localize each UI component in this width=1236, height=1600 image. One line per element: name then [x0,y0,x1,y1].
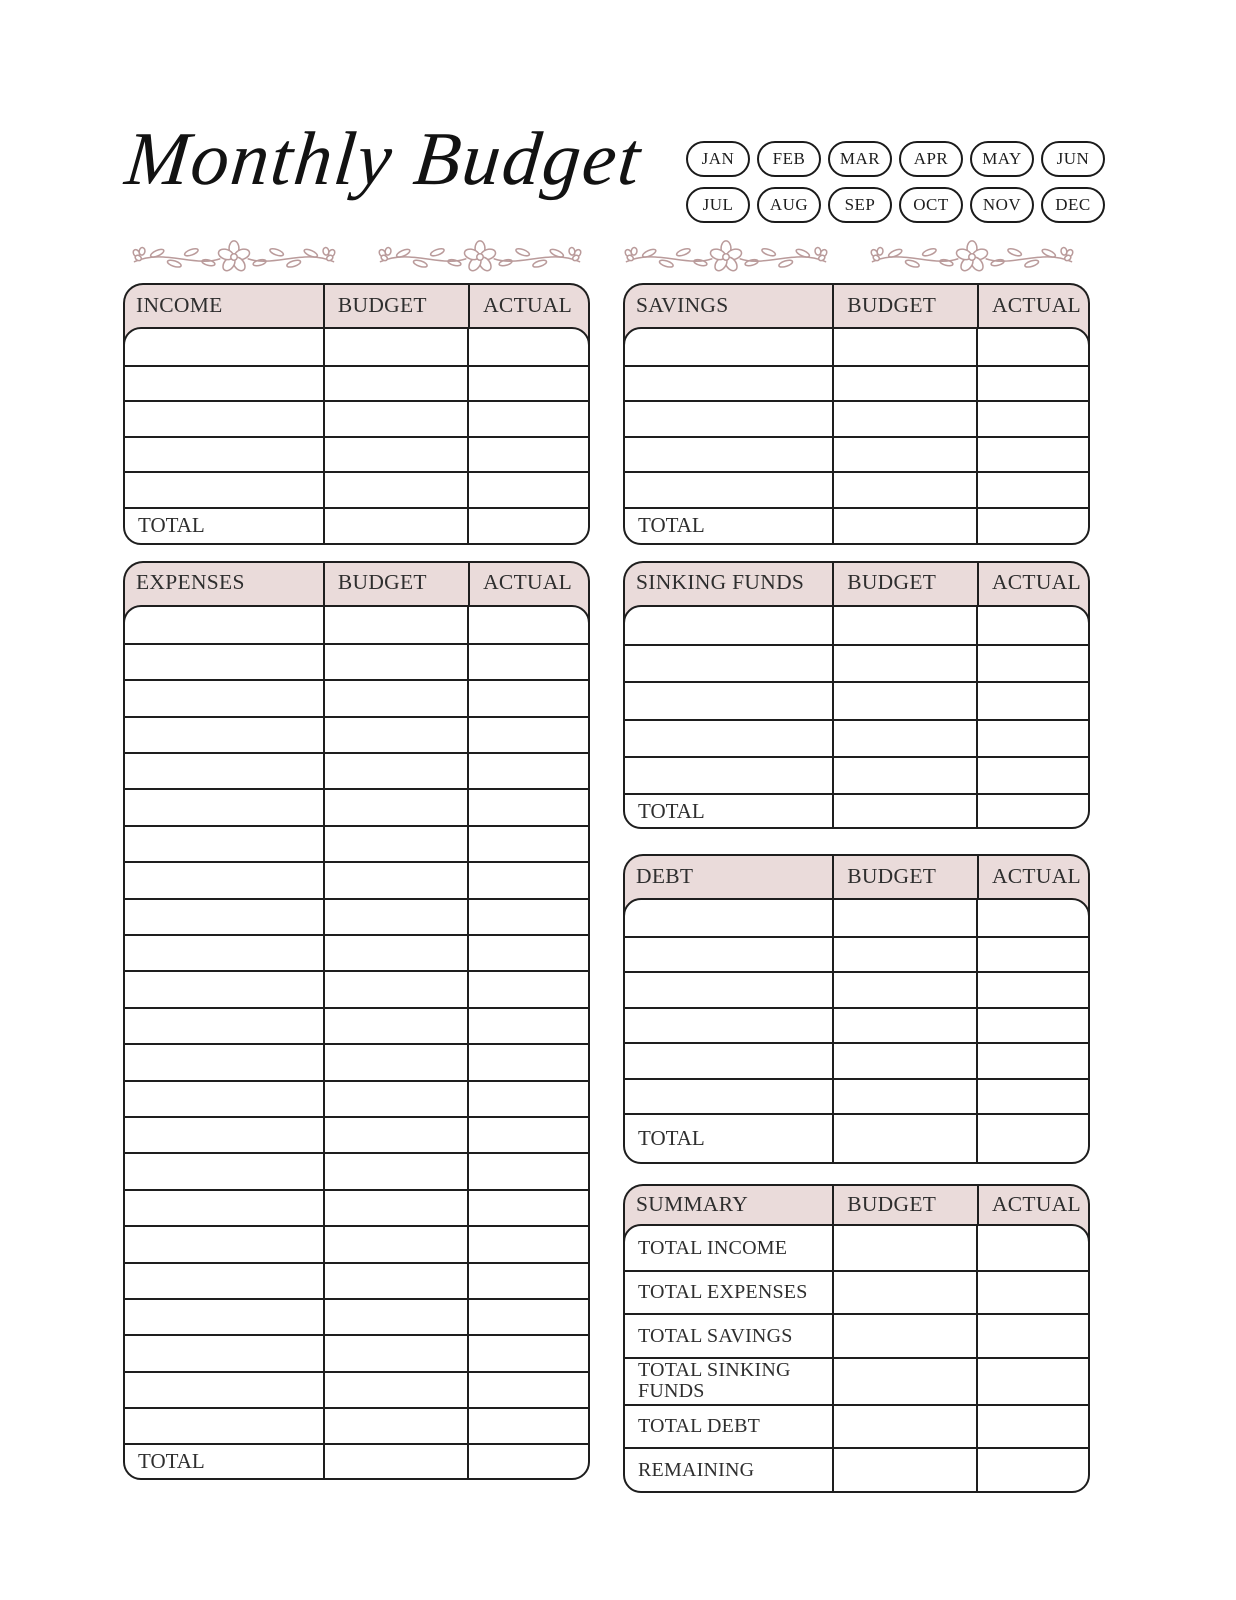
table-body [123,327,590,545]
cell-input[interactable] [125,1009,323,1043]
month-pill-mar[interactable]: MAR [828,141,892,177]
table-row [125,861,588,897]
table-row [125,1080,588,1116]
cell-input[interactable] [625,938,832,972]
table-row [125,400,588,436]
table-body [623,327,1090,545]
cell-input[interactable] [976,721,1088,756]
total-row [125,1443,588,1478]
month-selector [686,141,1105,223]
cell-input[interactable] [125,1300,323,1334]
cell-input[interactable] [467,1191,588,1225]
cell-input[interactable] [125,367,323,401]
table-header-row [623,1184,1090,1224]
debt-table [623,854,1090,1164]
table-row [125,1225,588,1261]
cell-input[interactable] [323,473,467,507]
table-row [125,934,588,970]
month-pill-sep[interactable]: SEP [828,187,892,223]
table-row [625,900,1088,936]
cell-input[interactable] [323,607,467,643]
month-pill-feb[interactable]: FEB [757,141,821,177]
cell-input[interactable] [323,1191,467,1225]
cell-input[interactable] [125,473,323,507]
cell-input[interactable] [323,367,467,401]
cell-input[interactable] [467,1009,588,1043]
column-header: SINKING FUNDS [636,570,805,594]
cell-input[interactable] [625,1009,832,1043]
cell-input[interactable] [625,900,832,936]
cell-input[interactable] [323,863,467,897]
total-row [625,793,1088,827]
column-header: SAVINGS [636,292,729,317]
column-header: BUDGET [832,561,977,605]
cell-input[interactable] [125,972,323,1006]
cell-input[interactable] [323,1082,467,1116]
cell-input[interactable] [832,1315,976,1357]
cell-input[interactable] [467,367,588,401]
cell-input[interactable] [467,607,588,643]
cell-input[interactable] [467,754,588,788]
table-row [125,1152,588,1188]
cell-input[interactable] [832,1272,976,1314]
cell-input[interactable] [625,721,832,756]
cell-input[interactable] [625,1044,832,1078]
cell-input[interactable] [976,900,1088,936]
month-pill-oct[interactable]: OCT [899,187,963,223]
column-header: BUDGET [832,283,977,327]
cell-input[interactable] [323,972,467,1006]
sinking-funds-table [623,561,1090,830]
cell-input[interactable] [976,1080,1088,1114]
cell-input[interactable] [467,936,588,970]
month-pill-aug[interactable]: AUG [757,187,821,223]
total-label: TOTAL [638,513,705,537]
table-body [623,1224,1090,1493]
cell-input[interactable] [625,1080,832,1114]
cell-input[interactable] [467,438,588,472]
cell-input[interactable] [125,681,323,715]
income-table [123,283,590,545]
page-title: Monthly Budget [121,117,647,201]
cell-input[interactable] [125,402,323,436]
table-row [125,643,588,679]
table-row [125,1116,588,1152]
cell-input[interactable] [323,1300,467,1334]
cell-input[interactable] [976,367,1088,401]
cell-input[interactable] [976,1315,1088,1357]
cell-input[interactable] [832,1009,976,1043]
cell-input[interactable] [323,790,467,824]
table-row [125,752,588,788]
cell-input[interactable] [467,1045,588,1079]
table-row [125,716,588,752]
table-row [125,825,588,861]
total-label: TOTAL [638,1126,705,1151]
cell-input[interactable] [625,438,832,472]
cell-input[interactable] [976,402,1088,436]
table-row [125,607,588,643]
table-row [125,1043,588,1079]
cell-input[interactable] [125,607,323,643]
cell-input[interactable] [625,758,832,793]
cell-input[interactable] [125,718,323,752]
floral-divider [125,238,1081,276]
column-header: BUDGET [832,854,977,898]
cell-input[interactable] [467,1373,588,1407]
table-row [625,936,1088,972]
column-header: BUDGET [323,561,468,605]
table-row [125,788,588,824]
cell-input[interactable] [125,645,323,679]
table-row [625,400,1088,436]
expenses-table [123,561,590,1481]
cell-input[interactable] [125,1118,323,1152]
cell-input[interactable] [832,1226,976,1270]
cell-input[interactable] [323,1445,467,1478]
table-row [125,1298,588,1334]
cell-input[interactable] [323,402,467,436]
row-label: TOTAL SAVINGS [638,1324,793,1347]
cell-input[interactable] [125,936,323,970]
table-row [625,471,1088,507]
flower-vine-icon [617,238,835,276]
cell-input[interactable] [467,329,588,365]
cell-input[interactable] [976,509,1088,543]
cell-input[interactable] [832,1359,976,1404]
cell-input[interactable] [832,973,976,1007]
cell-input[interactable] [625,473,832,507]
cell-input[interactable] [467,645,588,679]
cell-input[interactable] [832,509,976,543]
cell-input[interactable] [976,1359,1088,1404]
total-label: TOTAL [638,798,705,823]
cell-input[interactable] [323,509,467,543]
cell-input[interactable] [976,473,1088,507]
column-header: BUDGET [323,283,468,327]
total-row [125,507,588,543]
table-header-row [623,854,1090,898]
cell-input[interactable] [125,754,323,788]
cell-input[interactable] [323,1336,467,1370]
cell-input[interactable] [976,973,1088,1007]
column-header: ACTUAL [977,854,1090,898]
cell-input[interactable] [976,329,1088,365]
cell-input[interactable] [323,1045,467,1079]
table-header-row [623,561,1090,605]
table-row [625,1313,1088,1357]
table-row [625,329,1088,365]
table-row [125,898,588,934]
column-header: ACTUAL [977,561,1090,605]
table-row [125,970,588,1006]
cell-input[interactable] [125,827,323,861]
table-body [623,898,1090,1164]
total-row [625,1113,1088,1162]
table-row [625,1007,1088,1043]
month-pill-may[interactable]: MAY [970,141,1034,177]
column-header: ACTUAL [977,283,1090,327]
cell-input[interactable] [125,1082,323,1116]
cell-input[interactable] [323,329,467,365]
cell-input[interactable] [323,1154,467,1188]
savings-table [623,283,1090,545]
cell-input[interactable] [323,438,467,472]
cell-input[interactable] [976,938,1088,972]
total-label: TOTAL [138,513,205,537]
summary-table [623,1184,1090,1493]
cell-input[interactable] [125,329,323,365]
cell-input[interactable] [832,938,976,972]
table-row [125,1407,588,1443]
cell-input[interactable] [125,438,323,472]
total-row [625,507,1088,543]
table-row [625,1226,1088,1270]
cell-input[interactable] [467,1118,588,1152]
cell-input[interactable] [976,1449,1088,1491]
cell-input[interactable] [625,402,832,436]
column-header: BUDGET [832,1184,977,1224]
cell-input[interactable] [832,1115,976,1162]
row-label: TOTAL DEBT [638,1415,761,1438]
cell-input[interactable] [323,900,467,934]
cell-input[interactable] [467,1409,588,1443]
table-row [625,1270,1088,1314]
cell-input[interactable] [323,1373,467,1407]
cell-input[interactable] [976,758,1088,793]
table-row [125,1007,588,1043]
cell-input[interactable] [832,402,976,436]
table-row [625,644,1088,681]
table-row [125,329,588,365]
cell-input[interactable] [832,1406,976,1448]
cell-input[interactable] [467,790,588,824]
cell-input[interactable] [976,1272,1088,1314]
cell-input[interactable] [832,683,976,718]
cell-input[interactable] [323,1264,467,1298]
table-row [125,1334,588,1370]
column-header: ACTUAL [977,1184,1090,1224]
cell-input[interactable] [125,1373,323,1407]
cell-input[interactable] [467,681,588,715]
row-label: TOTAL INCOME [638,1236,788,1259]
table-row [625,1357,1088,1404]
cell-input[interactable] [125,790,323,824]
cell-input[interactable] [323,645,467,679]
cell-input[interactable] [125,1409,323,1443]
cell-input[interactable] [832,329,976,365]
cell-input[interactable] [467,1264,588,1298]
cell-input[interactable] [467,473,588,507]
table-row [625,365,1088,401]
table-row [125,471,588,507]
cell-input[interactable] [832,1044,976,1078]
cell-input[interactable] [976,1009,1088,1043]
month-pill-nov[interactable]: NOV [970,187,1034,223]
cell-input[interactable] [467,1336,588,1370]
month-pill-jul[interactable]: JUL [686,187,750,223]
cell-input[interactable] [125,1045,323,1079]
cell-input[interactable] [125,863,323,897]
cell-input[interactable] [467,402,588,436]
cell-input[interactable] [832,438,976,472]
column-header: ACTUAL [468,561,590,605]
cell-input[interactable] [832,473,976,507]
table-row [625,607,1088,644]
row-label: REMAINING [638,1458,755,1481]
table-row [625,756,1088,793]
cell-input[interactable] [832,795,976,827]
flower-vine-icon [125,238,343,276]
flower-vine-icon [863,238,1081,276]
cell-input[interactable] [467,1227,588,1261]
cell-input[interactable] [625,683,832,718]
cell-input[interactable] [832,607,976,644]
cell-input[interactable] [323,936,467,970]
table-row [125,436,588,472]
flower-vine-icon [371,238,589,276]
table-row [625,1042,1088,1078]
table-row [125,1189,588,1225]
cell-input[interactable] [832,1449,976,1491]
column-header: ACTUAL [468,283,590,327]
cell-input[interactable] [125,1264,323,1298]
cell-input[interactable] [467,1154,588,1188]
table-row [625,719,1088,756]
cell-input[interactable] [976,683,1088,718]
cell-input[interactable] [467,509,588,543]
table-row [625,1404,1088,1448]
table-header-row [123,283,590,327]
cell-input[interactable] [976,438,1088,472]
table-row [625,681,1088,718]
cell-input[interactable] [832,367,976,401]
cell-input[interactable] [832,721,976,756]
cell-input[interactable] [976,795,1088,827]
table-row [125,365,588,401]
column-header: INCOME [136,292,223,317]
table-row [125,1371,588,1407]
cell-input[interactable] [323,827,467,861]
cell-input[interactable] [832,758,976,793]
column-header: DEBT [636,863,694,888]
table-header-row [123,561,590,605]
table-row [125,679,588,715]
cell-input[interactable] [467,972,588,1006]
cell-input[interactable] [832,1080,976,1114]
table-body [123,605,590,1481]
table-row [625,971,1088,1007]
cell-input[interactable] [625,367,832,401]
table-body [623,605,1090,830]
cell-input[interactable] [323,1409,467,1443]
table-row [625,1447,1088,1491]
cell-input[interactable] [467,1300,588,1334]
cell-input[interactable] [832,900,976,936]
cell-input[interactable] [467,900,588,934]
cell-input[interactable] [125,1227,323,1261]
cell-input[interactable] [467,863,588,897]
cell-input[interactable] [625,329,832,365]
column-header: SUMMARY [636,1191,749,1216]
row-label: TOTAL EXPENSES [638,1281,808,1304]
table-header-row [623,283,1090,327]
table-row [625,1078,1088,1114]
cell-input[interactable] [323,1227,467,1261]
total-label: TOTAL [138,1449,205,1474]
month-pill-apr[interactable]: APR [899,141,963,177]
right-column [623,283,1090,1493]
month-pill-dec[interactable]: DEC [1041,187,1105,223]
left-column [123,283,590,1480]
cell-input[interactable] [832,646,976,681]
cell-input[interactable] [323,681,467,715]
column-header: EXPENSES [136,570,245,594]
cell-input[interactable] [125,900,323,934]
cell-input[interactable] [467,1082,588,1116]
cell-input[interactable] [125,1336,323,1370]
cell-input[interactable] [323,1009,467,1043]
cell-input[interactable] [976,607,1088,644]
row-label: TOTAL SINKING FUNDS [638,1359,791,1403]
cell-input[interactable] [976,1044,1088,1078]
cell-input[interactable] [976,1406,1088,1448]
cell-input[interactable] [625,607,832,644]
cell-input[interactable] [976,1226,1088,1270]
table-row [125,1262,588,1298]
cell-input[interactable] [976,1115,1088,1162]
cell-input[interactable] [125,1154,323,1188]
cell-input[interactable] [125,1191,323,1225]
cell-input[interactable] [467,1445,588,1478]
cell-input[interactable] [467,718,588,752]
cell-input[interactable] [467,827,588,861]
cell-input[interactable] [323,1118,467,1152]
cell-input[interactable] [323,754,467,788]
table-row [625,436,1088,472]
month-pill-jan[interactable]: JAN [686,141,750,177]
cell-input[interactable] [625,646,832,681]
cell-input[interactable] [976,646,1088,681]
month-pill-jun[interactable]: JUN [1041,141,1105,177]
cell-input[interactable] [625,973,832,1007]
cell-input[interactable] [323,718,467,752]
